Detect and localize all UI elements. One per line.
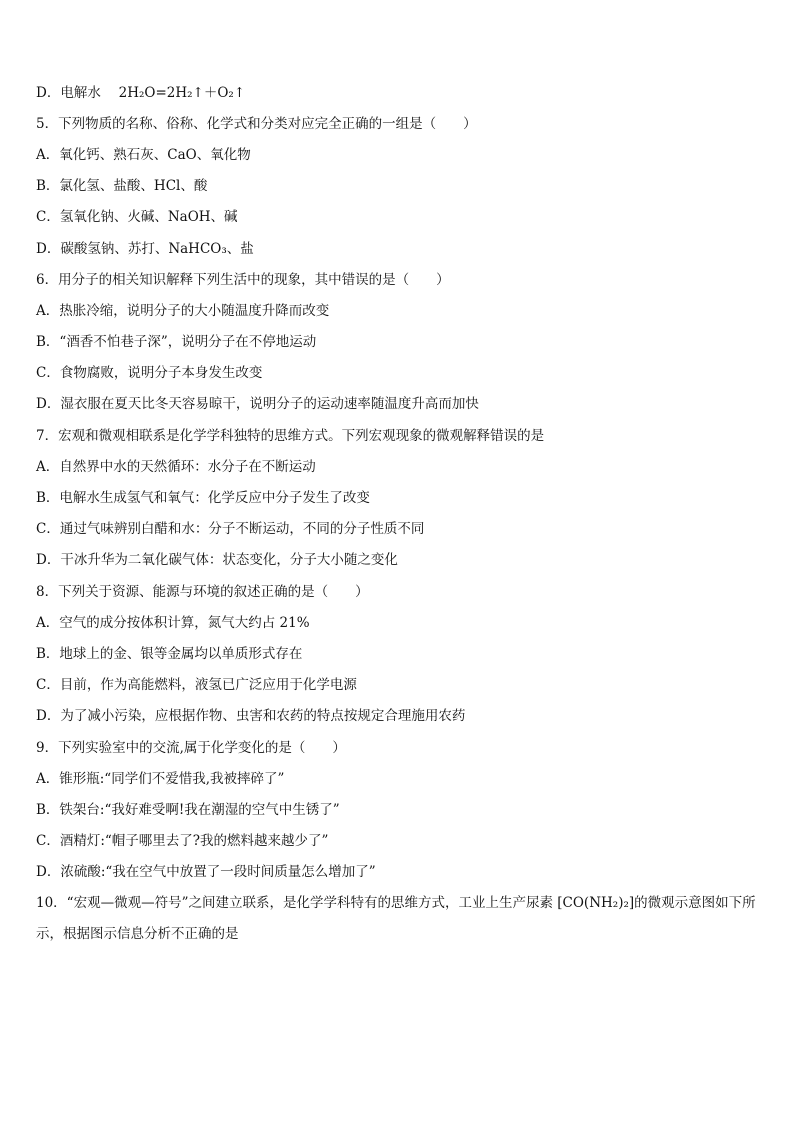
q9-option-c: C．酒精灯:“帽子哪里去了?我的燃料越来越少了” — [36, 833, 329, 849]
q7-option-b: B．电解水生成氢气和氧气：化学反应中分子发生了改变 — [36, 490, 370, 506]
q9-option-a: A．锥形瓶:“同学们不爱惜我,我被摔碎了” — [36, 771, 285, 787]
q6-option-b: B．“酒香不怕巷子深”，说明分子在不停地运动 — [36, 334, 317, 350]
q9-option-b: B．铁架台:“我好难受啊!我在潮湿的空气中生锈了” — [36, 802, 340, 818]
q5-option-b: B．氯化氢、盐酸、HCl、酸 — [36, 178, 208, 194]
question-10: 10．“宏观—微观—符号”之间建立联系，是化学学科特有的思维方式，工业上生产尿素 [CO(NH₂)₂]的微观示意图如下所示，根据图示信息分析不正确的是 — [36, 895, 756, 942]
q7-option-d: D．干冰升华为二氧化碳气体：状态变化，分子大小随之变化 — [36, 552, 398, 568]
option-d-electrolysis: D．电解水 2H₂O=2H₂↑＋O₂↑ — [36, 85, 246, 101]
q5-option-d: D．碳酸氢钠、苏打、NaHCO₃、盐 — [36, 241, 254, 257]
question-7: 7．宏观和微观相联系是化学学科独特的思维方式。下列宏观现象的微观解释错误的是 — [36, 428, 545, 444]
q7-option-a: A．自然界中水的天然循环：水分子在不断运动 — [36, 459, 316, 475]
question-5: 5．下列物质的名称、俗称、化学式和分类对应完全正确的一组是（ ） — [36, 116, 477, 132]
q6-option-c: C．食物腐败，说明分子本身发生改变 — [36, 365, 263, 381]
q6-option-d: D．湿衣服在夏天比冬天容易晾干，说明分子的运动速率随温度升高而加快 — [36, 396, 479, 412]
q7-option-c: C．通过气味辨别白醋和水：分子不断运动，不同的分子性质不同 — [36, 521, 425, 537]
q8-option-b: B．地球上的金、银等金属均以单质形式存在 — [36, 646, 303, 662]
q6-option-a: A．热胀冷缩，说明分子的大小随温度升降而改变 — [36, 303, 330, 319]
q8-option-a: A．空气的成分按体积计算，氮气大约占 21% — [36, 615, 310, 631]
q8-option-c: C．目前，作为高能燃料，液氢已广泛应用于化学电源 — [36, 677, 357, 693]
question-8: 8．下列关于资源、能源与环境的叙述正确的是（ ） — [36, 584, 369, 600]
q5-option-a: A．氧化钙、熟石灰、CaO、氧化物 — [36, 147, 251, 163]
q5-option-c: C．氢氧化钠、火碱、NaOH、碱 — [36, 209, 238, 225]
q9-option-d: D．浓硫酸:“我在空气中放置了一段时间质量怎么增加了” — [36, 864, 376, 880]
question-9: 9．下列实验室中的交流,属于化学变化的是（ ） — [36, 740, 346, 756]
question-6: 6．用分子的相关知识解释下列生活中的现象，其中错误的是（ ） — [36, 272, 450, 288]
q8-option-d: D．为了减小污染，应根据作物、虫害和农药的特点按规定合理施用农药 — [36, 708, 466, 724]
